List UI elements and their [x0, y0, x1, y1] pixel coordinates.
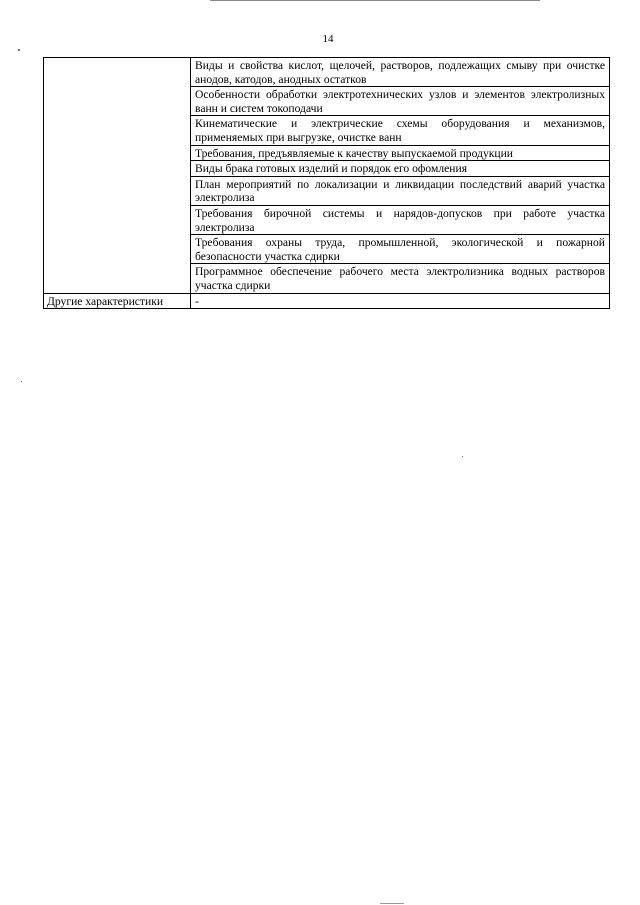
table-cell: Требования бирочной системы и нарядов-допусков при работе участка электролиза — [191, 205, 610, 234]
table-cell: Программное обеспечение рабочего места электролизника водных растворов участка сдирки — [191, 264, 610, 293]
table-cell: Виды брака готовых изделий и порядок его офомления — [191, 161, 610, 177]
table-row — [44, 293, 610, 309]
table-cell: План мероприятий по локализации и ликвидации последствий аварий участка электролиза — [191, 176, 610, 205]
top-scan-line — [210, 0, 540, 1]
knowledge-table — [43, 57, 610, 309]
table-cell: Виды и свойства кислот, щелочей, растворов, подлежащих смыву при очистке анодов, катодов, анодных остатков — [191, 58, 610, 87]
scan-speck — [21, 381, 22, 382]
page-number: 14 — [322, 33, 334, 45]
table-cell: Особенности обработки электротехнических узлов и элементов электролизных ванн и систем токоподачи — [191, 87, 610, 116]
table-cell: Требования охраны труда, промышленной, экологической и пожарной безопасности участка сдирки — [191, 235, 610, 264]
table-cell: Кинематические и электрические схемы оборудования и механизмов, применяемых при выгрузке, очистке ванн — [191, 116, 610, 145]
table-cell: Требования, предъявляемые к качеству выпускаемой продукции — [191, 145, 610, 161]
empty-label-cell — [44, 58, 191, 294]
scan-speck — [18, 49, 20, 51]
scan-speck — [462, 456, 463, 457]
bottom-scan-line — [380, 903, 404, 904]
other-characteristics-label: Другие характеристики — [44, 293, 191, 309]
other-characteristics-value: - — [191, 293, 610, 309]
table-row — [44, 58, 610, 87]
